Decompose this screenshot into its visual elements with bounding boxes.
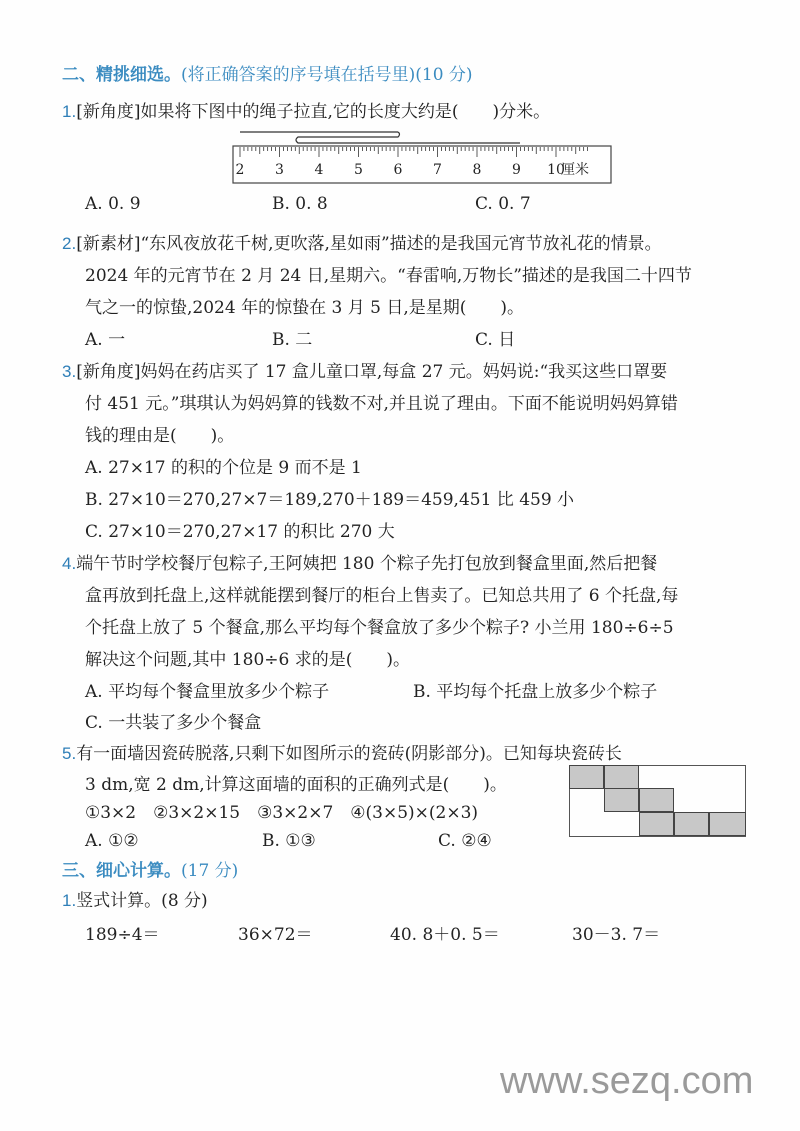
tile: [709, 812, 746, 836]
ruler-label: 5: [354, 162, 363, 178]
question-text: 竖式计算。(8 分): [76, 891, 208, 911]
question-text: 2024 年的元宵节在 2 月 24 日,星期六。“春雷响,万物长”描述的是我国二十四节: [85, 266, 692, 286]
tile: [639, 788, 674, 812]
calc-item: 36×72＝: [238, 925, 313, 945]
question-text: [新角度]如果将下图中的绳子拉直,它的长度大约是( )分米。: [76, 102, 551, 122]
question-number: 1.: [62, 891, 77, 910]
question-text: 有一面墙因瓷砖脱落,只剩下如图所示的瓷砖(阴影部分)。已知每块瓷砖长: [76, 744, 622, 764]
calc-item: 40. 8＋0. 5＝: [390, 925, 500, 945]
section-title: 三、细心计算。: [62, 861, 181, 881]
question-text: 付 451 元。”琪琪认为妈妈算的钱数不对,并且说了理由。下面不能说明妈妈算错: [85, 394, 678, 414]
question-text: 气之一的惊蛰,2024 年的惊蛰在 3 月 5 日,是星期( )。: [85, 298, 524, 318]
question-number: 4.: [62, 554, 77, 573]
section-3-heading: [62, 860, 238, 882]
question-3: [62, 361, 667, 383]
q3-option-b: B. 27×10＝270,27×7＝189,270＋189＝459,451 比 459 小: [85, 490, 575, 510]
q3-option-a: A. 27×17 的积的个位是 9 而不是 1: [85, 458, 362, 478]
question-number: 3.: [62, 362, 77, 381]
q3-option-c: C. 27×10＝270,27×17 的积比 270 大: [85, 522, 395, 542]
ruler-label: 2: [235, 162, 245, 178]
q5-expressions: ①3×2 ②3×2×15 ③3×2×7 ④(3×5)×(2×3): [85, 803, 479, 823]
q4-option-a: A. 平均每个餐盒里放多少个粽子: [85, 682, 330, 702]
ruler-label: 10: [547, 162, 565, 178]
section-title: 二、精挑细选。: [62, 65, 181, 85]
tile: [569, 765, 604, 789]
tile: [674, 812, 709, 836]
question-number: 2.: [62, 234, 77, 253]
rope-fold: [296, 132, 520, 143]
ruler-label: 8: [472, 162, 482, 178]
ruler-label: 4: [314, 162, 324, 178]
q4-option-b: B. 平均每个托盘上放多少个粽子: [413, 682, 658, 702]
question-text: 个托盘上放了 5 个餐盒,那么平均每个餐盒放了多少个粽子? 小兰用 180÷6÷5: [85, 618, 674, 638]
watermark: www.sezq.com: [500, 1060, 754, 1102]
q1-option-c: C. 0. 7: [475, 194, 531, 214]
question-text: 钱的理由是( )。: [85, 426, 235, 446]
question-text: 解决这个问题,其中 180÷6 求的是( )。: [85, 650, 410, 670]
tile: [639, 812, 674, 836]
question-number: 1.: [62, 102, 77, 121]
wall-tile-figure: [569, 765, 746, 837]
tile: [604, 765, 639, 789]
question-text: [新角度]妈妈在药店买了 17 盒儿童口罩,每盒 27 元。妈妈说:“我买这些口罩要: [76, 362, 668, 382]
ruler-figure: [228, 128, 613, 184]
question-5: [62, 743, 622, 765]
question-1: [62, 101, 550, 123]
question-text: 3 dm,宽 2 dm,计算这面墙的面积的正确列式是( )。: [85, 775, 507, 795]
question-2: [62, 233, 662, 255]
q2-option-a: A. 一: [85, 330, 126, 350]
tile: [604, 788, 639, 812]
question-number: 5.: [62, 744, 77, 763]
section-note: (将正确答案的序号填在括号里)(10 分): [181, 65, 473, 85]
calc-item: 189÷4＝: [85, 925, 160, 945]
q1-option-a: A. 0. 9: [85, 194, 141, 214]
q2-option-c: C. 日: [475, 330, 516, 350]
q4-option-c: C. 一共装了多少个餐盒: [85, 713, 262, 733]
ruler-label: 3: [275, 162, 284, 178]
question-4: [62, 553, 657, 575]
question-text: 端午节时学校餐厅包粽子,王阿姨把 180 个粽子先打包放到餐盒里面,然后把餐: [76, 554, 658, 574]
section3-question-1: [62, 890, 208, 912]
ruler-label: 9: [512, 162, 521, 178]
q5-option-b: B. ①③: [262, 831, 316, 851]
question-text: 盒再放到托盘上,这样就能摆到餐厅的柜台上售卖了。已知总共用了 6 个托盘,每: [85, 586, 679, 606]
section-2-heading: [62, 64, 473, 86]
q5-option-a: A. ①②: [85, 831, 139, 851]
q5-option-c: C. ②④: [438, 831, 492, 851]
ruler-label: 6: [393, 162, 403, 178]
question-text: [新素材]“东风夜放花千树,更吹落,星如雨”描述的是我国元宵节放礼花的情景。: [76, 234, 662, 254]
ruler-unit: 厘米: [561, 162, 589, 178]
calc-item: 30－3. 7＝: [572, 925, 661, 945]
section-note: (17 分): [181, 861, 239, 881]
ruler-label: 7: [433, 162, 442, 178]
q2-option-b: B. 二: [272, 330, 313, 350]
q1-option-b: B. 0. 8: [272, 194, 328, 214]
